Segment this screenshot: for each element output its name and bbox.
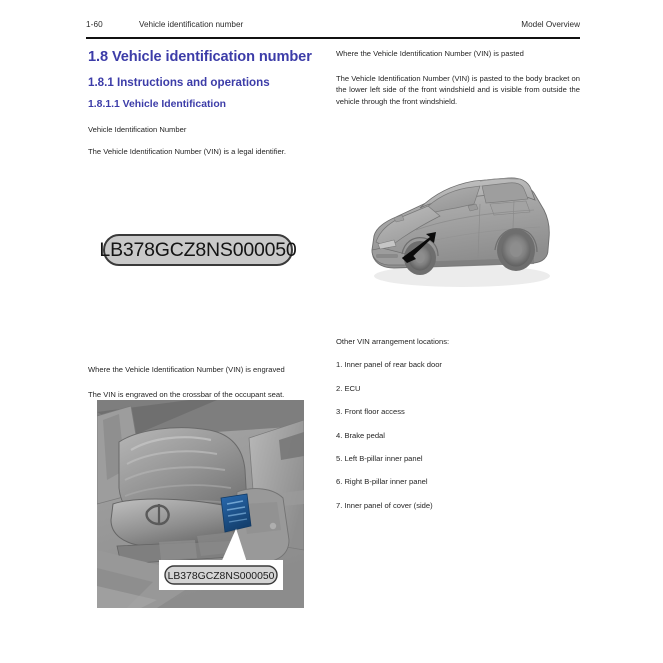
rear-wheel bbox=[497, 229, 535, 271]
vin-pasted-paragraph: The Vehicle Identification Number (VIN) is pasted to the body bracket on the lower left side of the front windshield and is visible from outside the vehicle through the front windshield. bbox=[336, 73, 580, 106]
header-rule bbox=[86, 37, 580, 39]
engraved-heading: Where the Vehicle Identification Number (VIN) is engraved bbox=[88, 365, 285, 374]
seat-crossbar-photo-figure bbox=[97, 400, 304, 608]
section-heading-1-8-1-1: 1.8.1.1 Vehicle Identification bbox=[88, 99, 227, 110]
chapter-title: Vehicle identification number bbox=[139, 20, 244, 29]
engraved-paragraph: The VIN is engraved on the crossbar of the occupant seat. bbox=[88, 390, 285, 399]
right-column bbox=[336, 48, 580, 107]
list-item: 3. Front floor access bbox=[336, 407, 405, 417]
other-vin-lead: Other VIN arrangement locations: bbox=[336, 337, 450, 346]
model-overview-title: Model Overview bbox=[521, 20, 580, 29]
vin-badge bbox=[99, 234, 297, 266]
seat-photo bbox=[97, 400, 304, 608]
other-vin-locations bbox=[336, 336, 580, 511]
vin-definition-paragraph: The Vehicle Identification Number (VIN) is a legal identifier. bbox=[88, 146, 286, 156]
list-item: 5. Left B-pillar inner panel bbox=[336, 453, 423, 463]
suv-illustration bbox=[358, 158, 568, 293]
callout-vin-text: LB378GCZ8NS000050 bbox=[167, 571, 275, 582]
vin-subhead: Vehicle Identification Number bbox=[88, 125, 187, 134]
list-item: 1. Inner panel of rear back door bbox=[336, 360, 442, 370]
section-heading-1-8: 1.8 Vehicle identification number bbox=[88, 49, 312, 65]
list-item: 4. Brake pedal bbox=[336, 430, 385, 440]
engraved-vin-block bbox=[88, 364, 338, 400]
left-column bbox=[88, 48, 336, 157]
page-folio: 1-60 bbox=[86, 20, 103, 29]
list-item: 7. Inner panel of cover (side) bbox=[336, 500, 433, 510]
running-header bbox=[86, 20, 580, 34]
vin-plate-highlight bbox=[221, 494, 251, 532]
vin-pasted-heading: Where the Vehicle Identification Number (VIN) is pasted bbox=[336, 49, 524, 58]
section-heading-1-8-1: 1.8.1 Instructions and operations bbox=[88, 76, 270, 89]
other-vin-list bbox=[336, 359, 580, 510]
vin-badge-text: LB378GCZ8NS000050 bbox=[99, 238, 297, 261]
list-item: 6. Right B-pillar inner panel bbox=[336, 477, 428, 487]
vehicle-illustration-figure bbox=[358, 158, 568, 293]
vin-badge-pill bbox=[99, 234, 297, 266]
list-item: 2. ECU bbox=[336, 383, 361, 393]
